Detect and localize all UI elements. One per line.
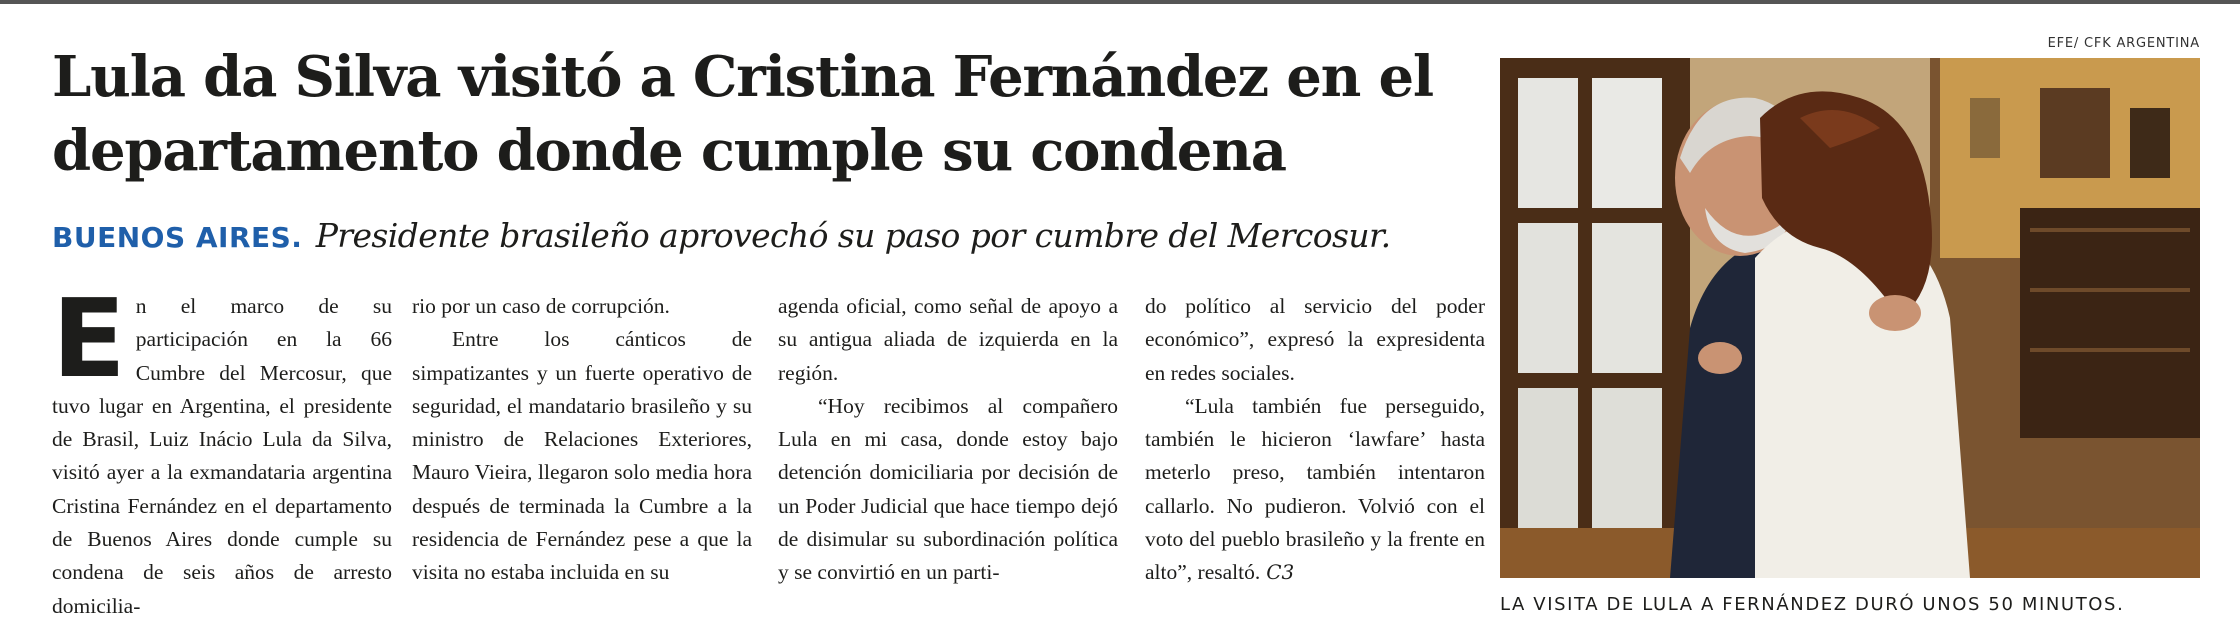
- kicker: BUENOS AIRES.: [52, 221, 303, 254]
- paragraph: agenda oficial, como señal de apoyo a su antigua aliada de izquierda en la región.: [778, 294, 1118, 385]
- paragraph: “Hoy recibimos al compañero Lula en mi casa, donde estoy bajo detención domiciliaria por decisión de un Poder Judicial que hace tiempo dejó de disimular su subordinación política y se convirtió en un parti-: [778, 393, 1118, 585]
- body-column-3: [778, 290, 1118, 630]
- photo-caption: LA VISITA DE LULA A FERNÁNDEZ DURÓ UNOS 50 MINUTOS.: [1500, 594, 2125, 615]
- paragraph: do político al servicio del poder económico”, expresó la expresidenta en redes sociales.: [1145, 294, 1485, 385]
- subhead: Presidente brasileño aprovechó su paso por cumbre del Mercosur.: [315, 216, 1391, 255]
- body-column-4: [1145, 290, 1485, 630]
- paragraph: [1145, 390, 1485, 590]
- photo-illustration: [1500, 58, 2200, 578]
- news-photo: [1500, 58, 2200, 578]
- paragraph: Entre los cánticos de simpatizantes y un fuerte operativo de seguridad, el mandatario brasileño y su ministro de Relaciones Exteriores, Mauro Vieira, llegaron solo media hora después de terminada la Cumbre a la residencia de Fernández pese a que la visita no estaba incluida en su: [412, 327, 752, 585]
- body-column-2: [412, 290, 752, 630]
- body-column-1: [52, 290, 392, 630]
- paragraph: n el marco de su participación en la 66 Cumbre del Mercosur, que tuvo lugar en Argentina, el presidente de Brasil, Luiz Inácio Lula da Silva, visitó ayer a la exmandataria argentina Cristina Fernández en el departamento de Buenos Aires donde cumple su condena de seis años de arresto domicilia-: [52, 294, 392, 618]
- headline: Lula da Silva visitó a Cristina Fernández en el departamento donde cumple su condena: [52, 44, 1433, 184]
- paragraph: rio por un caso de corrupción.: [412, 294, 670, 318]
- dropcap: E: [52, 290, 126, 402]
- end-mark: C3: [1266, 560, 1295, 585]
- paragraph-text: “Lula también fue perseguido, también le hicieron ‘lawfare’ hasta meterlo preso, también intentaron callarlo. No pudieron. Volvió con el voto del pueblo brasileño y la frente en alto”, resaltó.: [1145, 393, 1485, 585]
- photo-credit: EFE/ CFK ARGENTINA: [2047, 36, 2200, 51]
- deck: [52, 212, 1492, 262]
- top-rule: [0, 0, 2240, 4]
